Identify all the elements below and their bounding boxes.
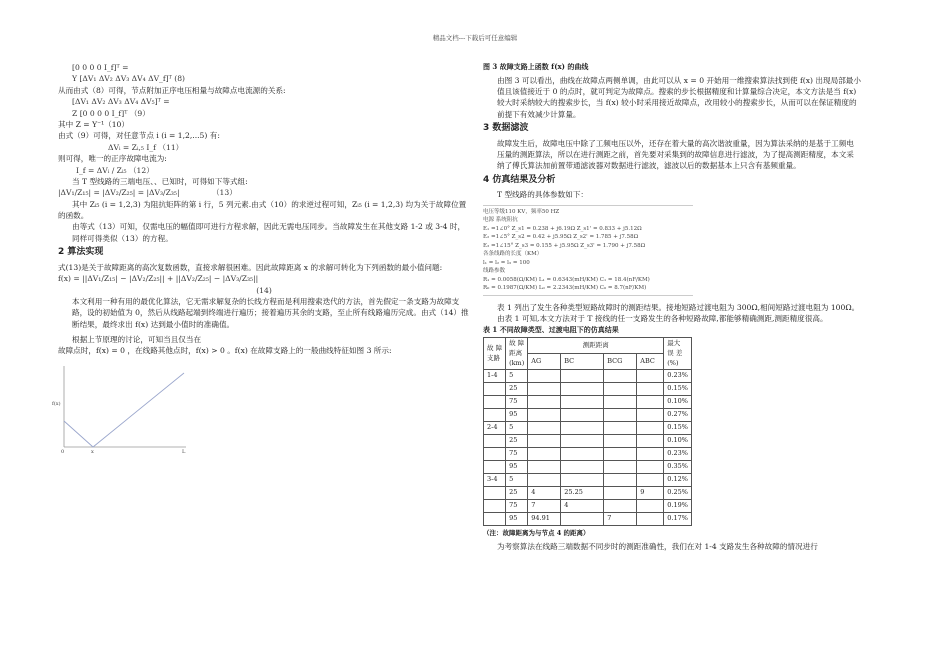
table-cell-bc	[561, 474, 604, 487]
equation-8-line-1: [0 0 0 0 I_f]ᵀ =	[72, 63, 129, 72]
section-heading-4: 4 仿真结果及分析	[483, 174, 556, 185]
table-cell-bc	[561, 422, 604, 435]
table-cell-error: 0.23%	[664, 370, 692, 383]
table-cell-ag	[528, 370, 561, 383]
paragraph: 则可得，唯一的正序故障电流为:	[58, 154, 167, 164]
table-cell-bc	[561, 513, 604, 526]
table-cell-bcg	[604, 383, 637, 396]
paragraph: 表 1 列出了发生各种类型短路故障时的测距结果。接地短路过渡电阻为 300Ω,相间短路过渡电阻为 100Ω。由表 1 可知,本文方法对于 T 接线的任一支路发生的各种短路故障,都能够精确测距,测距精度很高。	[497, 302, 860, 324]
table-cell-distance: 5	[506, 370, 528, 383]
table-cell-ag	[528, 435, 561, 448]
table-cell-error: 0.17%	[664, 513, 692, 526]
table-cell-error: 0.15%	[664, 383, 692, 396]
header-error: 最大 误 差 (%)	[664, 338, 692, 370]
table-cell-bc	[561, 435, 604, 448]
header-measured: 测距距离	[528, 338, 664, 354]
table-cell-abc	[637, 513, 664, 526]
table-cell-branch: 2-4	[484, 422, 506, 435]
table-cell-bcg: 7	[604, 513, 637, 526]
table-row	[484, 474, 692, 487]
table-cell-bc	[561, 370, 604, 383]
table-cell-branch	[484, 435, 506, 448]
equation-9-line-2	[58, 108, 470, 119]
table-note: （注：故障距离为与节点 4 的距离）	[483, 529, 590, 538]
table-cell-bc	[561, 396, 604, 409]
table-cell-bcg	[604, 435, 637, 448]
equation-13	[58, 187, 470, 198]
table-body	[484, 370, 692, 526]
equation-13-body: |ΔV₁/Z₁₅| = |ΔV₂/Z₂₅| = |ΔV₃/Z₃₅|	[58, 188, 180, 198]
table-cell-error: 0.15%	[664, 422, 692, 435]
equation-9-body: Z [0 0 0 0 I_f]ᵀ	[72, 108, 128, 118]
table-cell-ag	[528, 448, 561, 461]
table-cell-ag	[528, 422, 561, 435]
table-cell-bc	[561, 461, 604, 474]
parameter-line: 线路参数	[483, 268, 506, 275]
table-cell-branch	[484, 396, 506, 409]
table-cell-ag	[528, 409, 561, 422]
table-cell-error: 0.12%	[664, 474, 692, 487]
table-cell-ag: 7	[528, 500, 561, 513]
table-cell-abc	[637, 409, 664, 422]
paragraph: 由等式（13）可知，仅需电压的幅值即可进行方程求解，因此无需电压同步。当故障发生在其他支路 1-2 或 3-4 时，同样可得类似（13）的方程。	[72, 222, 466, 243]
table-cell-distance: 25	[506, 383, 528, 396]
table-cell-error: 0.27%	[664, 409, 692, 422]
left-column	[52, 62, 470, 461]
table-row	[484, 435, 692, 448]
table-row	[484, 487, 692, 500]
table-row	[484, 500, 692, 513]
paragraph: T 型线路的具体参数如下：	[497, 190, 589, 200]
table-cell-bcg	[604, 474, 637, 487]
equation-9-number: （9）	[129, 108, 150, 118]
equation-9-line-1: [ΔV₁ ΔV₂ ΔV₃ ΔV₄ ΔV₅]ᵀ =	[72, 97, 170, 107]
table-cell-branch: 3-4	[484, 474, 506, 487]
paragraph: 其中 Z = Y⁻¹（10）	[58, 119, 129, 129]
table-cell-abc	[637, 461, 664, 474]
header-distance: 故 障 距离 (km)	[506, 338, 528, 370]
equation-11	[58, 142, 470, 153]
table-cell-error: 0.19%	[664, 500, 692, 513]
table-cell-bcg	[604, 448, 637, 461]
table-header-row	[484, 338, 692, 354]
table-cell-abc	[637, 500, 664, 513]
table-cell-branch	[484, 409, 506, 422]
equation-11-number: （11）	[158, 142, 184, 152]
parameter-line: E₃ =1∠15° Z_s3 = 0.155 + j5.95Ω Z_s3' = 1.790 + j7.58Ω	[483, 242, 646, 249]
figure-3-caption: 图 3 故障支路上函数 f(x) 的曲线	[483, 62, 589, 71]
table-cell-distance: 95	[506, 461, 528, 474]
table-row	[484, 448, 692, 461]
results-table	[483, 337, 692, 526]
header-branch: 故 障 支路	[484, 338, 506, 370]
table-cell-distance: 95	[506, 513, 528, 526]
table-cell-ag	[528, 383, 561, 396]
header-abc: ABC	[637, 354, 664, 370]
parameter-line: R₁ = 0.0058(Ω/KM) L₁ = 0.6343(mH/KM) C₁ = 18.4(nF/KM)	[483, 276, 650, 283]
figure-y-label: f(x)	[52, 400, 61, 407]
table-cell-ag: 94.91	[528, 513, 561, 526]
table-row	[484, 461, 692, 474]
table-cell-branch	[484, 487, 506, 500]
table-cell-abc	[637, 435, 664, 448]
paragraph: 由式（9）可得，对任意节点 i (i = 1,2,...5) 有:	[58, 131, 220, 141]
table-cell-bcg	[604, 500, 637, 513]
parameter-line: 电源 系统阻抗	[483, 217, 518, 224]
section-heading-2: 2 算法实现	[58, 247, 104, 258]
paragraph: 式(13)是关于故障距离的高次复数函数，直接求解很困难。因此故障距离 x 的求解可转化为下列函数的最小值问题:	[58, 262, 443, 272]
parameter-line: E₂ =1∠5° Z_s2 = 0.42 + j5.95Ω Z_s2' = 1.785 + j7.58Ω	[483, 234, 639, 241]
table-cell-bc	[561, 383, 604, 396]
table-cell-distance: 5	[506, 474, 528, 487]
table-cell-ag	[528, 396, 561, 409]
table-cell-branch	[484, 448, 506, 461]
equation-12-body: I_f = ΔVᵢ / Zᵢ₅	[76, 165, 127, 175]
paragraph: 从而由式（8）可得，节点附加正序电压相量与故障点电流源的关系:	[58, 85, 286, 95]
page-header: 精品文档---下载后可任意编辑	[432, 34, 518, 42]
table-cell-bcg	[604, 487, 637, 500]
table-cell-branch	[484, 500, 506, 513]
fx-curve	[64, 373, 184, 447]
equation-8-line-2	[58, 73, 470, 84]
table-row	[484, 513, 692, 526]
table-cell-bcg	[604, 461, 637, 474]
table-cell-branch	[484, 383, 506, 396]
table-cell-bc: 25.25	[561, 487, 604, 500]
parameter-line: 电压等级110 KV，频率50 HZ	[483, 208, 560, 215]
equation-14: f(x) = ||ΔV₁/Z₁₅| − |ΔV₂/Z₂₅|| + ||ΔV₂/Z₂₅| − |ΔV₃/Z₃₅||	[58, 274, 259, 284]
table-cell-ag: 4	[528, 487, 561, 500]
table-cell-distance: 5	[506, 422, 528, 435]
table-cell-abc: 9	[637, 487, 664, 500]
header-bc: BC	[561, 354, 604, 370]
header-bcg: BCG	[604, 354, 637, 370]
equation-8-body: Y [ΔV₁ ΔV₂ ΔV₃ ΔV₄ ΔV_f]ᵀ	[72, 74, 172, 84]
table-cell-error: 0.23%	[664, 448, 692, 461]
table-cell-bc: 4	[561, 500, 604, 513]
table-cell-branch: 1-4	[484, 370, 506, 383]
figure-fault-x-label: x	[91, 448, 94, 455]
table-cell-error: 0.35%	[664, 461, 692, 474]
table-row	[484, 422, 692, 435]
table-cell-abc	[637, 474, 664, 487]
table-cell-bcg	[604, 396, 637, 409]
table-cell-abc	[637, 448, 664, 461]
equation-8-number: (8)	[174, 74, 186, 84]
table-cell-distance: 25	[506, 487, 528, 500]
parameter-line: l₁ = l₂ = l₃ = 100	[483, 259, 530, 266]
paragraph: 由图 3 可以看出，曲线在故障点两侧单调，由此可以从 x = 0 开始用一维搜索算法找到使 f(x) 出现局部最小值且该值接近于 0 的点时，就可判定为故障点。搜索的步长根据精度和计算量综合决定，本文方法是当 f(x) 较大时采纳较大的搜索步长，当 f(x) 较小时采用接近故障点，改用较小的搜索步长，从而可以在保证精度的前提下有效减少计算量。	[497, 75, 861, 119]
table-row	[484, 370, 692, 383]
paragraph: 的函数。	[58, 211, 89, 221]
figure-3-svg	[58, 361, 198, 461]
equation-12-number: （12）	[128, 165, 154, 175]
table-cell-branch	[484, 513, 506, 526]
table-cell-bcg	[604, 422, 637, 435]
right-column	[483, 62, 861, 552]
paragraph: 为考察算法在线路三端数据不同步时的测距准确性，我们在对 1-4 支路发生各种故障的情况进行	[497, 542, 818, 552]
header-ag: AG	[528, 354, 561, 370]
table-cell-distance: 75	[506, 448, 528, 461]
table-row	[484, 396, 692, 409]
equation-12	[58, 165, 470, 176]
table-cell-distance: 25	[506, 435, 528, 448]
paragraph: 其中 Zᵢ₅ (i = 1,2,3) 为阻抗矩阵的第 i 行，5 列元素.由式（10）的求逆过程可知，Zᵢ₅ (i = 1,2,3) 均为关于故障位置	[72, 199, 467, 209]
table-cell-abc	[637, 396, 664, 409]
parameter-line: R₀ = 0.1987(Ω/KM) L₀ = 2.2343(mH/KM) C₀ = 8.7(nF/KM)	[483, 285, 647, 292]
table-cell-bcg	[604, 370, 637, 383]
table-cell-error: 0.10%	[664, 435, 692, 448]
table-cell-distance: 75	[506, 396, 528, 409]
table-cell-distance: 95	[506, 409, 528, 422]
table-row	[484, 383, 692, 396]
parameter-line: E₁ =1∠0° Z_s1 = 0.238 + j6.19Ω Z_s1' = 0.833 + j5.12Ω	[483, 225, 642, 232]
parameter-list	[483, 205, 693, 296]
table-cell-branch	[484, 461, 506, 474]
equation-13-number: （13）	[211, 188, 237, 198]
figure-3-curve	[52, 361, 198, 461]
table-1-title: 表 1 不同故障类型、过渡电阻下的仿真结果	[483, 324, 619, 334]
table-cell-abc	[637, 383, 664, 396]
parameter-line: 各条线路的长度（KM）	[483, 251, 543, 258]
table-cell-bc	[561, 409, 604, 422]
figure-origin-label: 0	[61, 448, 65, 455]
section-heading-3: 3 数据滤波	[483, 123, 529, 134]
table-cell-distance: 75	[506, 500, 528, 513]
table-row	[484, 409, 692, 422]
paragraph: 故障点时，f(x) = 0 ，在线路其他点时，f(x) > 0 。f(x) 在故障支路上的一般曲线特征如图 3 所示:	[58, 346, 392, 356]
paragraph: 本文利用一种有用的最优化算法，它无需求解复杂的长线方程而是利用搜索迭代的方法，首先假定一条支路为故障支路，设的初始值为 0，然后从线路起端到终端进行遍历；接着遍历其余的支路，至止所有线路遍历完成。由式（14）推断结果，最终求出 f(x) 达到最小值时的准确值。	[72, 296, 469, 329]
equation-14-number: (14)	[256, 285, 272, 295]
table-cell-error: 0.10%	[664, 396, 692, 409]
table-cell-bcg	[604, 409, 637, 422]
table-cell-ag	[528, 461, 561, 474]
table-cell-error: 0.25%	[664, 487, 692, 500]
figure-x-end-label: L	[182, 448, 186, 455]
paragraph: 故障发生后，故障电压中除了工频电压以外，还存在着大量的高次谐波重量，因为算法采纳的是基于工频电压量的测距算法，所以在进行测距之前，首先要对采集到的故障信息进行滤波，为了提高测距精度，本文采纳了傅氏算法加前置带通滤波器对数据进行滤波，滤波以后的数据基本上只含有基频重量。	[497, 138, 854, 171]
table-cell-ag	[528, 474, 561, 487]
paragraph: 根据上节原理的讨论，可知当且仅当在	[72, 335, 202, 345]
equation-11-body: ΔVᵢ = Zᵢ,₅ I_f	[108, 142, 156, 152]
table-cell-abc	[637, 370, 664, 383]
table-cell-bc	[561, 448, 604, 461]
paragraph: 当 T 型线路的三端电压、、已知时，可得如下等式组:	[72, 176, 248, 186]
table-cell-abc	[637, 422, 664, 435]
